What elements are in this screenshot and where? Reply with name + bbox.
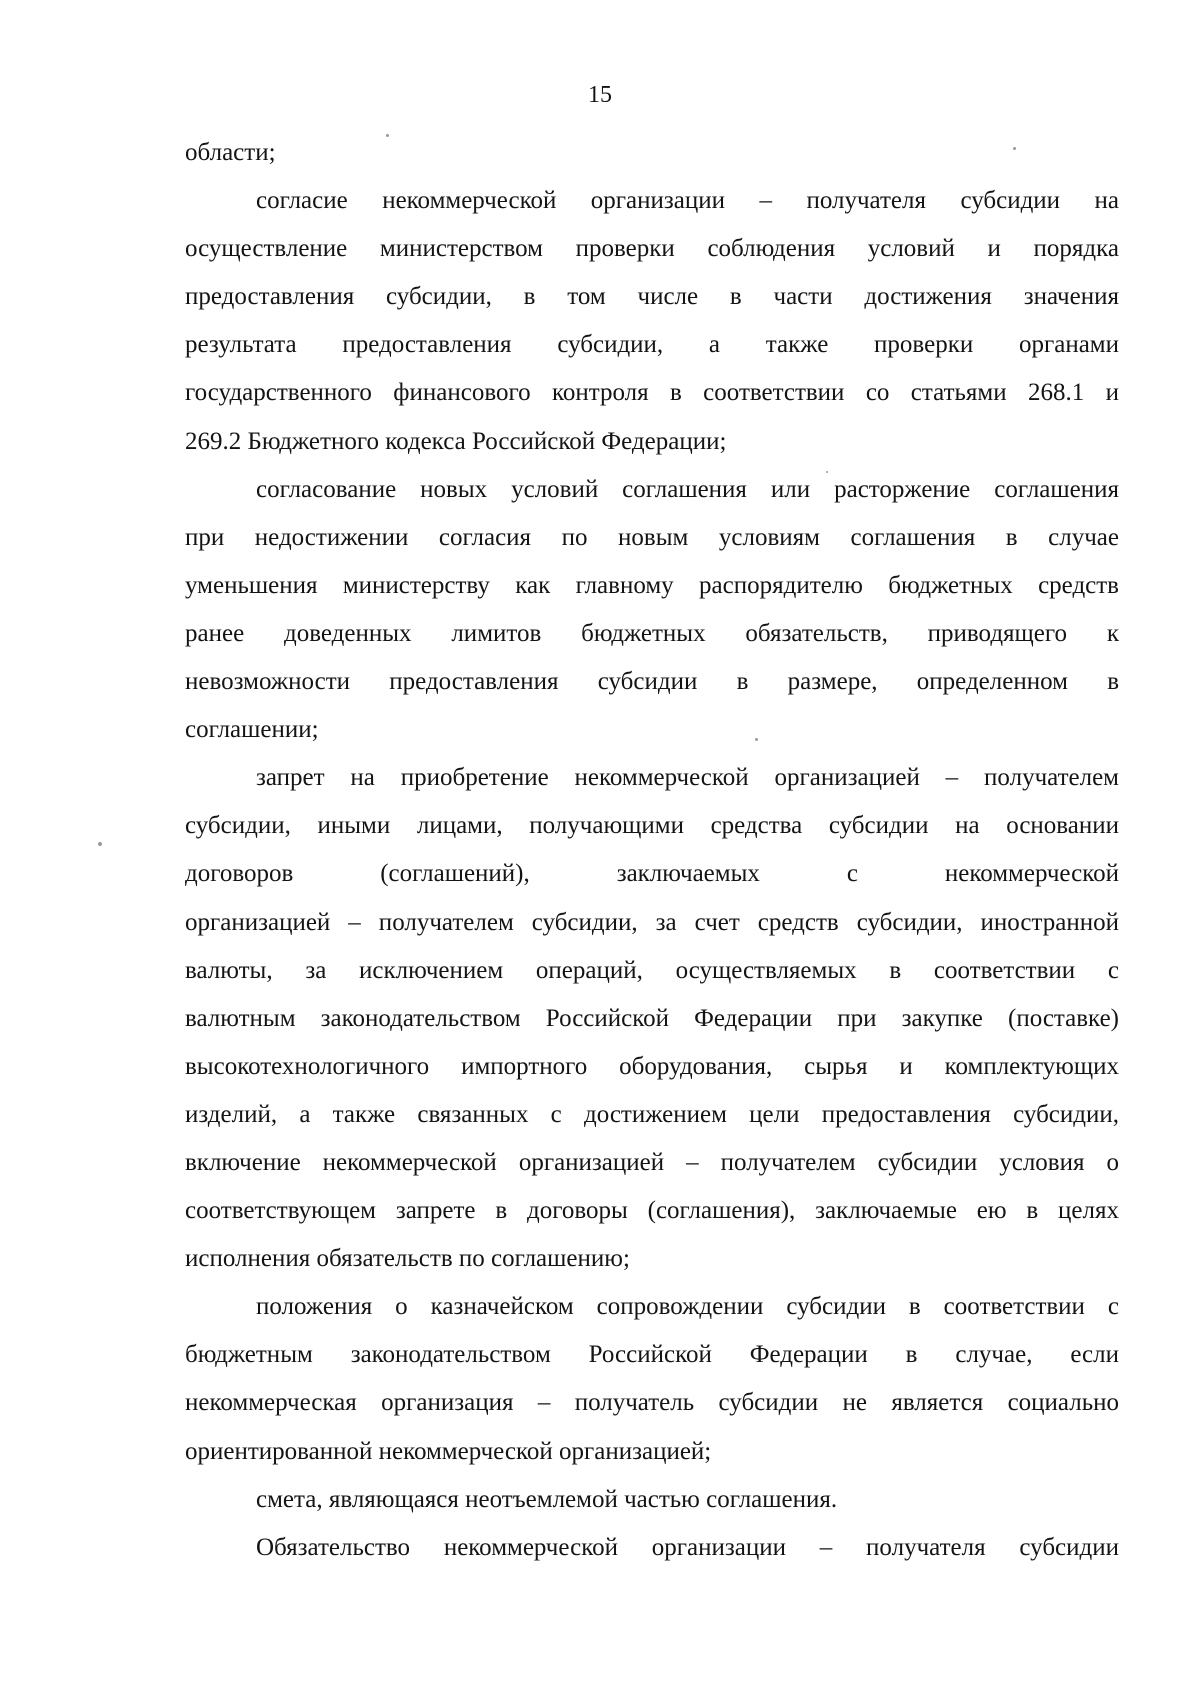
text-line: ранее доведенных лимитов бюджетных обязательств, приводящего к [185, 619, 1119, 647]
text-line: результата предоставления субсидии, а также проверки органами [185, 331, 1119, 359]
text-line: уменьшения министерству как главному распорядителю бюджетных средств [185, 571, 1119, 599]
scan-speck [1013, 147, 1016, 150]
text-line: соглашении; [185, 716, 319, 744]
scan-speck [826, 471, 828, 473]
text-line: некоммерческая организация – получатель субсидии не является социально [185, 1389, 1119, 1417]
text-line: включение некоммерческой организацией – получателем субсидии условия о [185, 1148, 1119, 1176]
text-line: государственного финансового контроля в соответствии со статьями 268.1 и [185, 379, 1119, 407]
text-line: положения о казначейском сопровождении субсидии в соответствии с [256, 1293, 1119, 1321]
text-line: валютным законодательством Российской Федерации при закупке (поставке) [185, 1004, 1119, 1032]
text-line: организацией – получателем субсидии, за счет средств субсидии, иностранной [185, 908, 1119, 936]
text-line: ориентированной некоммерческой организацией; [185, 1437, 712, 1465]
text-line: запрет на приобретение некоммерческой организацией – получателем [256, 764, 1119, 792]
text-line: 269.2 Бюджетного кодекса Российской Федерации; [185, 427, 727, 455]
text-line: изделий, а также связанных с достижением цели предоставления субсидии, [185, 1100, 1119, 1128]
text-line: области; [185, 139, 276, 166]
text-line: валюты, за исключением операций, осуществляемых в соответствии с [185, 956, 1119, 984]
text-line: осуществление министерством проверки соблюдения условий и порядка [185, 235, 1119, 263]
text-line: субсидии, иными лицами, получающими средства субсидии на основании [185, 812, 1119, 840]
text-line: бюджетным законодательством Российской Федерации в случае, если [185, 1341, 1119, 1369]
text-line: смета, являющаяся неотъемлемой частью соглашения. [256, 1485, 838, 1513]
scan-speck [98, 842, 102, 846]
page-number: 15 [588, 82, 612, 108]
text-line: соответствующем запрете в договоры (соглашения), заключаемые ею в целях [185, 1197, 1119, 1225]
text-line: Обязательство некоммерческой организации – получателя субсидии [256, 1533, 1119, 1561]
scan-speck [755, 738, 758, 741]
text-line: согласие некоммерческой организации – получателя субсидии на [256, 187, 1119, 215]
scan-speck [386, 134, 389, 137]
text-line: высокотехнологичного импортного оборудования, сырья и комплектующих [185, 1052, 1119, 1080]
text-line: невозможности предоставления субсидии в размере, определенном в [185, 668, 1119, 696]
text-line: исполнения обязательств по соглашению; [185, 1245, 630, 1273]
body-text [185, 129, 1119, 1572]
text-line: договоров (соглашений), заключаемых с некоммерческой [185, 860, 1119, 888]
text-line: при недостижении согласия по новым условиям соглашения в случае [185, 523, 1119, 551]
text-line: согласование новых условий соглашения или расторжение соглашения [256, 475, 1119, 503]
text-line: предоставления субсидии, в том числе в части достижения значения [185, 283, 1119, 311]
